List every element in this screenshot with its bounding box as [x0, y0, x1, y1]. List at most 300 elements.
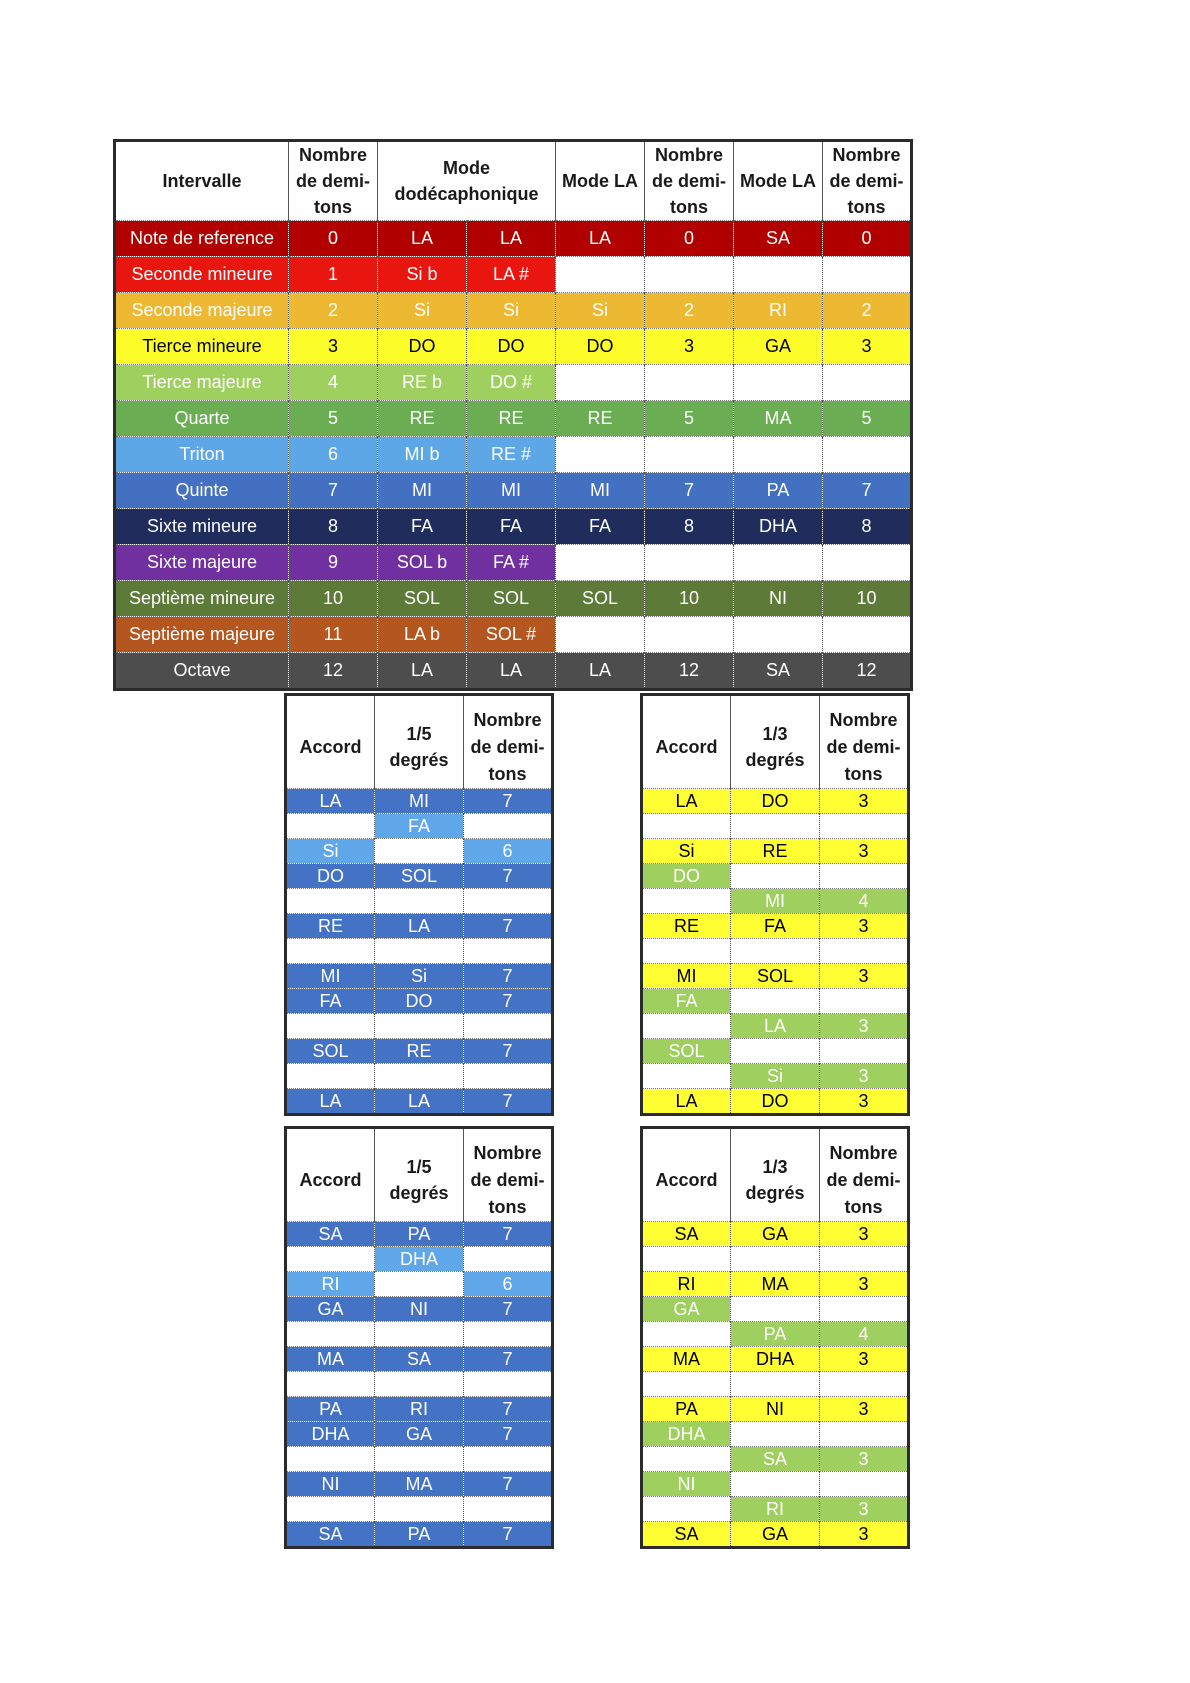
- header-mode-dodecaphonique: Mode dodécaphonique: [378, 141, 556, 221]
- semitones-cell: 4: [289, 365, 378, 401]
- chord-row: [286, 864, 553, 889]
- chord-note-cell: RI: [642, 1272, 731, 1297]
- semitones-cell: 3: [820, 1222, 909, 1247]
- degree-note-cell: SA: [375, 1347, 464, 1372]
- semitones-cell: [464, 1064, 553, 1089]
- interval-name: Seconde mineure: [115, 257, 289, 293]
- semitones-cell: 3: [820, 1497, 909, 1522]
- semitones-cell-2: [645, 617, 734, 653]
- chord-note-cell: DO: [642, 864, 731, 889]
- semitones-cell: [820, 814, 909, 839]
- interval-row: [115, 509, 912, 545]
- chord-note-cell: SA: [286, 1522, 375, 1548]
- chord-note-cell: RI: [286, 1272, 375, 1297]
- chord-note-cell: DHA: [286, 1422, 375, 1447]
- interval-row: [115, 473, 912, 509]
- degree-note-cell: SOL: [375, 864, 464, 889]
- semitones-cell: 1: [289, 257, 378, 293]
- mode-la-cell: [556, 437, 645, 473]
- degree-note-cell: RE: [731, 839, 820, 864]
- semitones-cell-2: [645, 257, 734, 293]
- chord-note-cell: [642, 1014, 731, 1039]
- semitones-cell-3: 12: [823, 653, 912, 690]
- chord-row: [286, 1222, 553, 1247]
- flat-note-cell: RE b: [378, 365, 467, 401]
- header-degrees: 1/5 degrés: [375, 695, 464, 789]
- semitones-cell: 4: [820, 1322, 909, 1347]
- header-semitones: Nombre de demi-tons: [464, 695, 553, 789]
- semitones-cell: 7: [464, 1422, 553, 1447]
- mode-la-2-cell: [734, 365, 823, 401]
- chord-row: [286, 1372, 553, 1397]
- semitones-cell-3: 5: [823, 401, 912, 437]
- semitones-cell: 3: [820, 1014, 909, 1039]
- semitones-cell: 7: [464, 989, 553, 1014]
- header-intervalle: Intervalle: [115, 141, 289, 221]
- interval-row: [115, 221, 912, 257]
- sharp-note-cell: DO #: [467, 365, 556, 401]
- chord-row: [642, 1347, 909, 1372]
- mode-la-cell: LA: [556, 653, 645, 690]
- header-degrees: 1/3 degrés: [731, 1128, 820, 1222]
- semitones-cell: 0: [289, 221, 378, 257]
- degree-note-cell: [375, 1447, 464, 1472]
- chord-note-cell: [642, 1064, 731, 1089]
- degree-note-cell: [375, 1322, 464, 1347]
- chord-row: [642, 1014, 909, 1039]
- chord-note-cell: [286, 1372, 375, 1397]
- interval-name: Septième majeure: [115, 617, 289, 653]
- mode-la-2-cell: [734, 617, 823, 653]
- degree-note-cell: MA: [375, 1472, 464, 1497]
- semitones-cell-3: 3: [823, 329, 912, 365]
- chord-row: [642, 1222, 909, 1247]
- semitones-cell: 3: [820, 1347, 909, 1372]
- chord-note-cell: NI: [286, 1472, 375, 1497]
- degree-note-cell: RI: [375, 1397, 464, 1422]
- mode-la-2-cell: SA: [734, 221, 823, 257]
- semitones-cell: 5: [289, 401, 378, 437]
- chord-note-cell: [286, 1247, 375, 1272]
- chord-row: [286, 839, 553, 864]
- chord-note-cell: MI: [286, 964, 375, 989]
- interval-name: Tierce mineure: [115, 329, 289, 365]
- chord-note-cell: [286, 939, 375, 964]
- semitones-cell: [820, 939, 909, 964]
- interval-row: [115, 365, 912, 401]
- semitones-cell-2: 8: [645, 509, 734, 545]
- header-accord: Accord: [286, 695, 375, 789]
- semitones-cell-3: 8: [823, 509, 912, 545]
- interval-name: Note de reference: [115, 221, 289, 257]
- chord-row: [286, 914, 553, 939]
- chord-table-header: [286, 695, 553, 789]
- chord-row: [642, 989, 909, 1014]
- chord-row: [286, 1064, 553, 1089]
- chord-table-fifths-sa: [284, 1126, 554, 1549]
- mode-la-cell: [556, 257, 645, 293]
- flat-note-cell: Si b: [378, 257, 467, 293]
- semitones-cell: 2: [289, 293, 378, 329]
- semitones-cell-3: [823, 545, 912, 581]
- chord-row: [642, 1064, 909, 1089]
- chord-row: [286, 1039, 553, 1064]
- semitones-cell: 6: [289, 437, 378, 473]
- semitones-cell-3: [823, 437, 912, 473]
- chord-note-cell: [642, 889, 731, 914]
- chord-row: [642, 1497, 909, 1522]
- chord-note-cell: SOL: [642, 1039, 731, 1064]
- chord-note-cell: [642, 814, 731, 839]
- chord-note-cell: RE: [642, 914, 731, 939]
- degree-note-cell: GA: [375, 1422, 464, 1447]
- header-semitones-3: Nombre de demi-tons: [823, 141, 912, 221]
- semitones-cell: 3: [820, 1272, 909, 1297]
- mode-la-cell: RE: [556, 401, 645, 437]
- degree-note-cell: RI: [731, 1497, 820, 1522]
- semitones-cell: 10: [289, 581, 378, 617]
- interval-name: Seconde majeure: [115, 293, 289, 329]
- degree-note-cell: [731, 939, 820, 964]
- sharp-note-cell: MI: [467, 473, 556, 509]
- flat-note-cell: DO: [378, 329, 467, 365]
- chord-row: [286, 1089, 553, 1115]
- semitones-cell: [464, 1247, 553, 1272]
- chord-row: [286, 1447, 553, 1472]
- mode-la-cell: [556, 617, 645, 653]
- interval-table-header: [115, 141, 912, 221]
- interval-name: Quarte: [115, 401, 289, 437]
- chord-note-cell: [642, 1247, 731, 1272]
- interval-name: Septième mineure: [115, 581, 289, 617]
- chord-row: [286, 889, 553, 914]
- sharp-note-cell: RE #: [467, 437, 556, 473]
- semitones-cell: 3: [820, 1397, 909, 1422]
- chord-note-cell: LA: [642, 789, 731, 814]
- chord-row: [642, 864, 909, 889]
- degree-note-cell: DHA: [731, 1347, 820, 1372]
- header-accord: Accord: [642, 1128, 731, 1222]
- chord-row: [286, 1297, 553, 1322]
- degree-note-cell: [731, 1422, 820, 1447]
- mode-la-cell: FA: [556, 509, 645, 545]
- interval-row: [115, 581, 912, 617]
- semitones-cell: 3: [820, 839, 909, 864]
- chord-row: [642, 939, 909, 964]
- mode-la-2-cell: SA: [734, 653, 823, 690]
- degree-note-cell: SOL: [731, 964, 820, 989]
- semitones-cell: 3: [820, 914, 909, 939]
- degree-note-cell: Si: [375, 964, 464, 989]
- chord-row: [286, 1397, 553, 1422]
- mode-la-2-cell: MA: [734, 401, 823, 437]
- semitones-cell-3: 7: [823, 473, 912, 509]
- chord-row: [286, 989, 553, 1014]
- chord-row: [642, 1422, 909, 1447]
- degree-note-cell: MI: [375, 789, 464, 814]
- degree-note-cell: [731, 1297, 820, 1322]
- chord-row: [642, 964, 909, 989]
- mode-la-cell: Si: [556, 293, 645, 329]
- interval-name: Triton: [115, 437, 289, 473]
- chord-note-cell: DHA: [642, 1422, 731, 1447]
- chord-note-cell: [286, 1322, 375, 1347]
- degree-note-cell: DO: [731, 1089, 820, 1115]
- degree-note-cell: Si: [731, 1064, 820, 1089]
- degree-note-cell: PA: [375, 1522, 464, 1548]
- sharp-note-cell: RE: [467, 401, 556, 437]
- interval-name: Sixte majeure: [115, 545, 289, 581]
- semitones-cell-3: [823, 365, 912, 401]
- header-degrees: 1/5 degrés: [375, 1128, 464, 1222]
- semitones-cell-2: 10: [645, 581, 734, 617]
- semitones-cell: [820, 864, 909, 889]
- chord-table-header: [286, 1128, 553, 1222]
- interval-row: [115, 617, 912, 653]
- degree-note-cell: [375, 839, 464, 864]
- chord-note-cell: GA: [286, 1297, 375, 1322]
- semitones-cell: [820, 1247, 909, 1272]
- semitones-cell-2: 7: [645, 473, 734, 509]
- flat-note-cell: SOL: [378, 581, 467, 617]
- interval-row: [115, 257, 912, 293]
- chord-table-header: [642, 1128, 909, 1222]
- degree-note-cell: [731, 1247, 820, 1272]
- semitones-cell-3: 10: [823, 581, 912, 617]
- semitones-cell: [820, 1039, 909, 1064]
- semitones-cell-2: [645, 365, 734, 401]
- header-accord: Accord: [286, 1128, 375, 1222]
- semitones-cell: 3: [820, 964, 909, 989]
- degree-note-cell: PA: [375, 1222, 464, 1247]
- interval-row: [115, 401, 912, 437]
- semitones-cell: 7: [464, 1089, 553, 1115]
- degree-note-cell: DO: [731, 789, 820, 814]
- mode-la-2-cell: [734, 437, 823, 473]
- semitones-cell-2: 5: [645, 401, 734, 437]
- header-mode-la-2: Mode LA: [734, 141, 823, 221]
- interval-row: [115, 329, 912, 365]
- semitones-cell: [464, 1014, 553, 1039]
- degree-note-cell: [375, 1372, 464, 1397]
- degree-note-cell: SA: [731, 1447, 820, 1472]
- semitones-cell: 7: [464, 864, 553, 889]
- semitones-cell: 7: [464, 1397, 553, 1422]
- degree-note-cell: [375, 939, 464, 964]
- degree-note-cell: LA: [375, 1089, 464, 1115]
- semitones-cell: 7: [464, 1472, 553, 1497]
- flat-note-cell: LA: [378, 653, 467, 690]
- header-semitones: Nombre de demi-tons: [820, 695, 909, 789]
- degree-note-cell: GA: [731, 1522, 820, 1548]
- semitones-cell: 6: [464, 839, 553, 864]
- chord-table-thirds-la: [640, 693, 910, 1116]
- semitones-cell: 7: [464, 789, 553, 814]
- mode-la-2-cell: DHA: [734, 509, 823, 545]
- mode-la-cell: [556, 545, 645, 581]
- sharp-note-cell: FA: [467, 509, 556, 545]
- chord-row: [642, 1522, 909, 1548]
- header-degrees: 1/3 degrés: [731, 695, 820, 789]
- chord-note-cell: SA: [642, 1222, 731, 1247]
- semitones-cell-2: 0: [645, 221, 734, 257]
- semitones-cell: 8: [289, 509, 378, 545]
- chord-note-cell: FA: [286, 989, 375, 1014]
- degree-note-cell: GA: [731, 1222, 820, 1247]
- header-semitones: Nombre de demi-tons: [820, 1128, 909, 1222]
- semitones-cell: 6: [464, 1272, 553, 1297]
- semitones-cell: 7: [464, 1347, 553, 1372]
- chord-row: [286, 1522, 553, 1548]
- chord-row: [286, 1014, 553, 1039]
- degree-note-cell: [375, 1497, 464, 1522]
- degree-note-cell: LA: [375, 914, 464, 939]
- chord-note-cell: RE: [286, 914, 375, 939]
- semitones-cell-3: 2: [823, 293, 912, 329]
- semitones-cell: [820, 1372, 909, 1397]
- chord-note-cell: NI: [642, 1472, 731, 1497]
- degree-note-cell: [731, 989, 820, 1014]
- semitones-cell: [464, 814, 553, 839]
- chord-note-cell: LA: [642, 1089, 731, 1115]
- mode-la-2-cell: RI: [734, 293, 823, 329]
- semitones-cell: 3: [820, 1064, 909, 1089]
- chord-row: [642, 839, 909, 864]
- mode-la-cell: SOL: [556, 581, 645, 617]
- chord-table-header: [642, 695, 909, 789]
- sharp-note-cell: DO: [467, 329, 556, 365]
- chord-note-cell: Si: [286, 839, 375, 864]
- degree-note-cell: [731, 814, 820, 839]
- degree-note-cell: MI: [731, 889, 820, 914]
- chord-row: [286, 1247, 553, 1272]
- semitones-cell: [820, 989, 909, 1014]
- semitones-cell: [820, 1297, 909, 1322]
- chord-row: [642, 1297, 909, 1322]
- chord-row: [286, 964, 553, 989]
- interval-row: [115, 653, 912, 690]
- semitones-cell-2: 12: [645, 653, 734, 690]
- mode-la-2-cell: [734, 545, 823, 581]
- chord-note-cell: LA: [286, 789, 375, 814]
- chord-note-cell: FA: [642, 989, 731, 1014]
- degree-note-cell: [731, 1472, 820, 1497]
- chord-note-cell: [286, 814, 375, 839]
- chord-row: [286, 1472, 553, 1497]
- interval-row: [115, 293, 912, 329]
- semitones-cell: [464, 1447, 553, 1472]
- chord-row: [642, 1372, 909, 1397]
- semitones-cell-3: 0: [823, 221, 912, 257]
- mode-la-2-cell: [734, 257, 823, 293]
- degree-note-cell: NI: [731, 1397, 820, 1422]
- sharp-note-cell: FA #: [467, 545, 556, 581]
- semitones-cell: [464, 939, 553, 964]
- interval-table: [113, 139, 913, 691]
- flat-note-cell: LA: [378, 221, 467, 257]
- chord-note-cell: [286, 1064, 375, 1089]
- chord-note-cell: [642, 939, 731, 964]
- sharp-note-cell: SOL #: [467, 617, 556, 653]
- degree-note-cell: [731, 864, 820, 889]
- chord-note-cell: GA: [642, 1297, 731, 1322]
- chord-row: [286, 1272, 553, 1297]
- semitones-cell: 12: [289, 653, 378, 690]
- flat-note-cell: SOL b: [378, 545, 467, 581]
- semitones-cell-2: 2: [645, 293, 734, 329]
- chord-row: [642, 1272, 909, 1297]
- flat-note-cell: FA: [378, 509, 467, 545]
- degree-note-cell: [375, 1014, 464, 1039]
- chord-row: [642, 1039, 909, 1064]
- chord-row: [642, 789, 909, 814]
- degree-note-cell: [731, 1372, 820, 1397]
- chord-note-cell: MI: [642, 964, 731, 989]
- chord-row: [642, 1447, 909, 1472]
- semitones-cell-3: [823, 617, 912, 653]
- sharp-note-cell: LA: [467, 653, 556, 690]
- degree-note-cell: [375, 1272, 464, 1297]
- chord-note-cell: [642, 1372, 731, 1397]
- chord-row: [642, 814, 909, 839]
- chord-note-cell: [642, 1497, 731, 1522]
- chord-note-cell: DO: [286, 864, 375, 889]
- interval-name: Quinte: [115, 473, 289, 509]
- chord-row: [286, 1422, 553, 1447]
- semitones-cell: 3: [820, 1089, 909, 1115]
- chord-row: [286, 1322, 553, 1347]
- chord-note-cell: [286, 1497, 375, 1522]
- degree-note-cell: PA: [731, 1322, 820, 1347]
- flat-note-cell: Si: [378, 293, 467, 329]
- semitones-cell-2: [645, 545, 734, 581]
- flat-note-cell: MI: [378, 473, 467, 509]
- degree-note-cell: DO: [375, 989, 464, 1014]
- chord-note-cell: [642, 1322, 731, 1347]
- chord-row: [642, 1247, 909, 1272]
- semitones-cell: 7: [464, 1522, 553, 1548]
- semitones-cell: 11: [289, 617, 378, 653]
- mode-la-2-cell: PA: [734, 473, 823, 509]
- chord-row: [642, 1089, 909, 1115]
- chord-row: [642, 889, 909, 914]
- chord-row: [286, 939, 553, 964]
- semitones-cell: 9: [289, 545, 378, 581]
- chord-note-cell: [286, 1014, 375, 1039]
- semitones-cell: 3: [820, 1522, 909, 1548]
- mode-la-2-cell: NI: [734, 581, 823, 617]
- semitones-cell: 7: [464, 1222, 553, 1247]
- chord-row: [286, 814, 553, 839]
- interval-name: Tierce majeure: [115, 365, 289, 401]
- semitones-cell-2: [645, 437, 734, 473]
- chord-note-cell: Si: [642, 839, 731, 864]
- header-mode-la: Mode LA: [556, 141, 645, 221]
- mode-la-cell: DO: [556, 329, 645, 365]
- chord-note-cell: PA: [642, 1397, 731, 1422]
- semitones-cell: 4: [820, 889, 909, 914]
- interval-row: [115, 545, 912, 581]
- semitones-cell: 3: [820, 1447, 909, 1472]
- chord-row: [286, 1347, 553, 1372]
- interval-name: Sixte mineure: [115, 509, 289, 545]
- chord-row: [286, 1497, 553, 1522]
- chord-note-cell: [286, 889, 375, 914]
- semitones-cell: [464, 1372, 553, 1397]
- semitones-cell-3: [823, 257, 912, 293]
- interval-name: Octave: [115, 653, 289, 690]
- chord-row: [642, 914, 909, 939]
